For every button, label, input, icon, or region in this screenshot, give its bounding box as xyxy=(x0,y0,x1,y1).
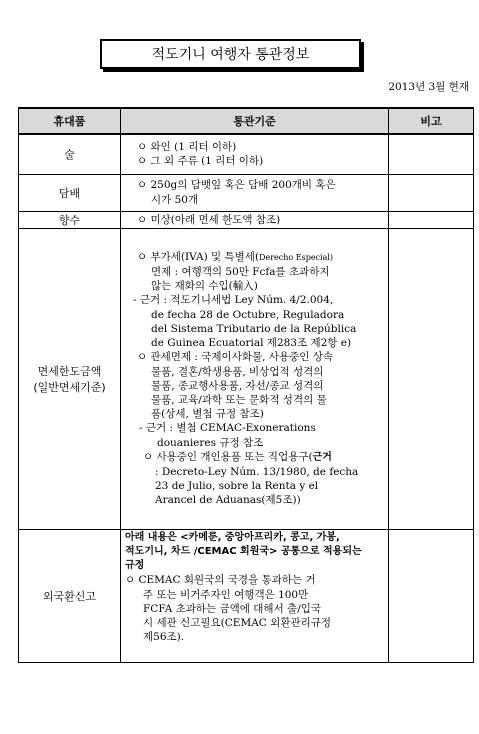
remarks-perfume xyxy=(389,211,474,228)
criteria-line: ㅇ 250g의 담뱃잎 혹은 담배 200개비 혹은 xyxy=(137,179,336,192)
criteria-line: 제56조). xyxy=(143,631,185,644)
criteria-line: ㅇ 와인 (1 리터 이하) xyxy=(137,141,237,154)
category-dutyfree xyxy=(19,228,121,529)
criteria-line: FCFA 초과하는 금액에 대해서 출/입국 xyxy=(143,602,322,615)
page-title-text: 적도기니 여행자 통관정보 xyxy=(151,47,310,63)
criteria-tobacco xyxy=(121,174,389,211)
remarks-tobacco xyxy=(389,174,474,211)
criteria-line: 시가 50개 xyxy=(151,193,199,206)
table-row-alcohol xyxy=(19,134,474,174)
header-items: 휴대품 xyxy=(19,108,121,134)
criteria-line: 품(상세, 별첨 규정 참조) xyxy=(151,408,264,421)
category-perfume: 향수 xyxy=(19,211,121,228)
table-row-perfume xyxy=(19,211,474,228)
header-criteria: 통관기준 xyxy=(121,108,389,134)
criteria-text-bold: 근거 xyxy=(312,451,332,463)
criteria-line: 시 세관 신고필요(CEMAC 외환관리규정 xyxy=(143,616,332,629)
criteria-line: ㅇ 미상(아래 면세 한도액 참조) xyxy=(137,213,281,226)
category-dutyfree-line1: 면세한도금액 xyxy=(37,364,102,378)
criteria-perfume xyxy=(121,211,389,228)
criteria-line: : Decreto-Ley Núm. 13/1980, de fecha xyxy=(155,465,359,478)
criteria-line xyxy=(125,450,384,465)
criteria-line: 아래 내용은 <카메룬, 중앙아프리카, 콩고, 가봉, xyxy=(125,531,340,543)
remarks-currency xyxy=(389,529,474,662)
category-currency: 외국환신고 xyxy=(19,529,121,662)
criteria-line: ㅇ 그 외 주류 (1 리터 이하) xyxy=(137,155,264,168)
remarks-dutyfree xyxy=(389,228,474,529)
criteria-line: 주 또는 비거주자인 여행객은 100만 xyxy=(143,588,309,601)
category-alcohol: 술 xyxy=(19,134,121,174)
category-dutyfree-line2: (일반면세기준) xyxy=(33,380,106,394)
criteria-alcohol xyxy=(121,134,389,174)
category-tobacco: 담배 xyxy=(19,174,121,211)
criteria-dutyfree xyxy=(121,228,389,529)
criteria-line: 규정 xyxy=(125,560,145,572)
criteria-line: 적도기니, 차드 /CEMAC 회원국> 공통으로 적용되는 xyxy=(125,545,362,557)
criteria-currency xyxy=(121,529,389,662)
criteria-line: ㅇ CEMAC 회원국의 국경을 통과하는 거 xyxy=(125,574,316,587)
criteria-line: de Guinea Ecuatorial 제283조 제2항 e) xyxy=(151,337,352,350)
criteria-line: - 근거 : 별첨 CEMAC-Exonerations xyxy=(139,422,316,435)
criteria-line: 물품, 종교행사용품, 자선/종교 성격의 xyxy=(151,379,324,392)
header-remarks: 비고 xyxy=(389,108,474,134)
criteria-line: 23 de Julio, sobre la Renta y el xyxy=(155,480,319,493)
customs-table xyxy=(18,107,474,663)
criteria-line xyxy=(125,250,384,265)
criteria-line: 않는 재화의 수입(輸入) xyxy=(151,280,258,293)
criteria-line: del Sistema Tributario de la República xyxy=(151,322,357,335)
criteria-line: de fecha 28 de Octubre, Reguladora xyxy=(151,308,345,321)
criteria-line: douanieres 규정 참조 xyxy=(157,436,264,449)
criteria-line: ㅇ 관세면제 : 국제이사화물, 사용중인 상속 xyxy=(137,351,333,364)
criteria-line: Arancel de Aduanas(제5조)) xyxy=(155,494,301,507)
criteria-line: 면제 : 여행객의 50만 Fcfa를 초과하지 xyxy=(151,266,330,279)
table-row-dutyfree xyxy=(19,228,474,529)
remarks-alcohol xyxy=(389,134,474,174)
table-row-currency xyxy=(19,529,474,662)
criteria-line: 물품, 교육/과학 또는 문화적 성격의 물 xyxy=(151,393,327,406)
criteria-text-small: Derecho Especial) xyxy=(259,252,334,262)
criteria-text: ㅇ 사용중인 개인용품 또는 직업용구( xyxy=(143,450,313,463)
table-row-tobacco xyxy=(19,174,474,211)
page-title xyxy=(100,39,361,69)
criteria-text: ㅇ 부가세(IVA) 및 특별세( xyxy=(137,250,260,263)
table-header-row xyxy=(19,108,474,134)
criteria-line: 물품, 결혼/학생용품, 비상업적 성격의 xyxy=(151,365,324,378)
date-note: 2013년 3월 현재 xyxy=(388,81,469,93)
criteria-line: - 근거 : 적도기니세법 Ley Núm. 4/2.004, xyxy=(133,294,334,307)
